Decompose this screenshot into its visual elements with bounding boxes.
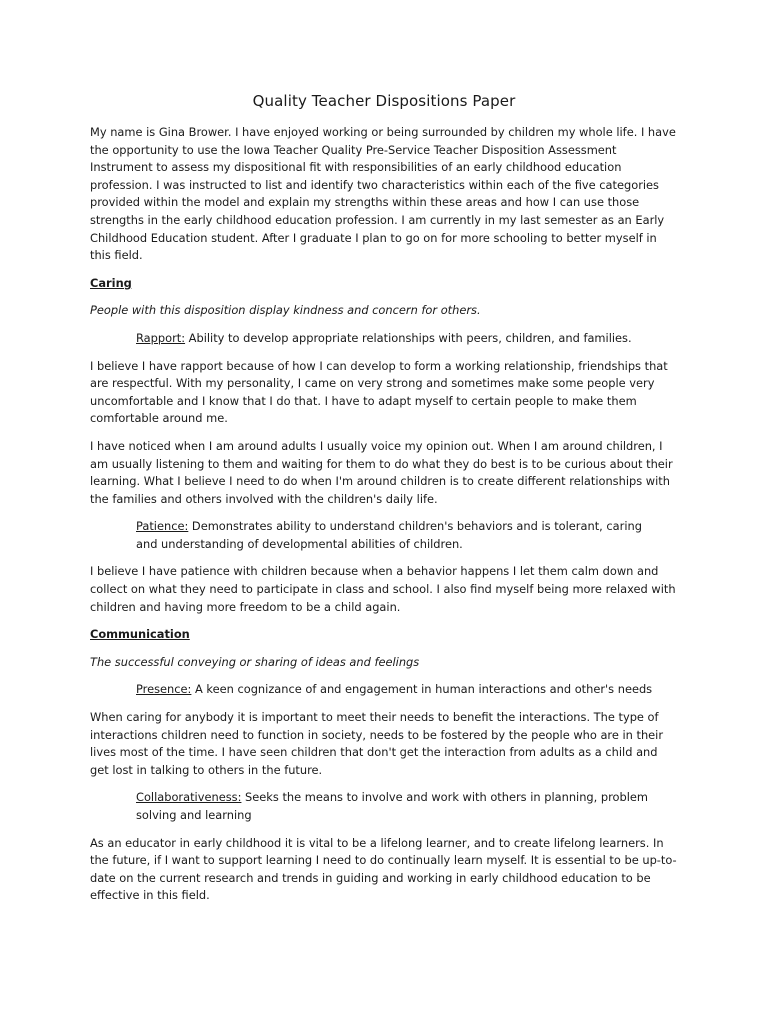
- trait-label: Patience:: [136, 519, 189, 534]
- body-paragraph: I have noticed when I am around adults I usually voice my opinion out. When I am around children, I am usually listening to them and waiting for them to do what they do best is to be curious about their learning. What I believe I need to do when I'm around children is to create different relationships with the families and others involved with the children's daily life.: [90, 438, 673, 506]
- section-caring: [90, 275, 678, 617]
- section-heading: Communication: [90, 627, 190, 642]
- trait-description: A keen cognizance of and engagement in human interactions and other's needs: [191, 682, 653, 697]
- body-paragraph: As an educator in early childhood it is vital to be a lifelong learner, and to create lifelong learners. In the future, if I want to support learning I need to do continually learn myself. It is essential to be up-to-date on the current research and trends in guiding and working in early childhood education to be effective in this field.: [90, 835, 677, 903]
- section-communication: [90, 626, 678, 905]
- trait-collaborativeness: [90, 789, 678, 824]
- trait-rapport: [90, 330, 678, 348]
- section-definition: People with this disposition display kindness and concern for others.: [90, 303, 481, 318]
- trait-description: Demonstrates ability to understand children's behaviors and is tolerant, caring and understanding of developmental abilities of children.: [136, 519, 642, 551]
- trait-description: Seeks the means to involve and work with others in planning, problem solving and learning: [136, 790, 649, 822]
- section-definition: The successful conveying or sharing of ideas and feelings: [90, 654, 420, 669]
- document-title: Quality Teacher Dispositions Paper: [252, 92, 516, 110]
- intro-paragraph: My name is Gina Brower. I have enjoyed working or being surrounded by children my whole life. I have the opportunity to use the Iowa Teacher Quality Pre-Service Teacher Disposition Assessment Instrument to assess my dispositional fit with responsibilities of an early childhood education profession. I was instructed to list and identify two characteristics within each of the five categories provided within the model and explain my strengths within these areas and how I can use those strengths in the early childhood education profession. I am currently in my last semester as an Early Childhood Education student. After I graduate I plan to go on for more schooling to better myself in this field.: [90, 125, 676, 263]
- trait-label: Collaborativeness:: [136, 790, 242, 805]
- trait-label: Rapport:: [136, 330, 186, 345]
- trait-presence: [90, 681, 678, 699]
- trait-patience: [90, 518, 678, 553]
- body-paragraph: When caring for anybody it is important to meet their needs to benefit the interactions. The type of interactions children need to function in society, needs to be fostered by the people who are in their lives most of the time. I have seen children that don't get the interaction from adults as a child and get lost in talking to others in the future.: [90, 710, 664, 777]
- section-heading: Caring: [90, 275, 132, 290]
- body-paragraph: I believe I have rapport because of how I can develop to form a working relationship, friendships that are respectful. With my personality, I came on very strong and sometimes make some people very uncomfortable and I know that I do that. I have to adapt myself to certain people to make them comfortable around me.: [90, 358, 668, 426]
- body-paragraph: I believe I have patience with children because when a behavior happens I let them calm down and collect on what they need to participate in class and school. I also find myself being more relaxed with children and having more freedom to be a child again.: [90, 564, 676, 614]
- trait-description: Ability to develop appropriate relationships with peers, children, and families.: [185, 330, 632, 345]
- trait-label: Presence:: [136, 682, 192, 697]
